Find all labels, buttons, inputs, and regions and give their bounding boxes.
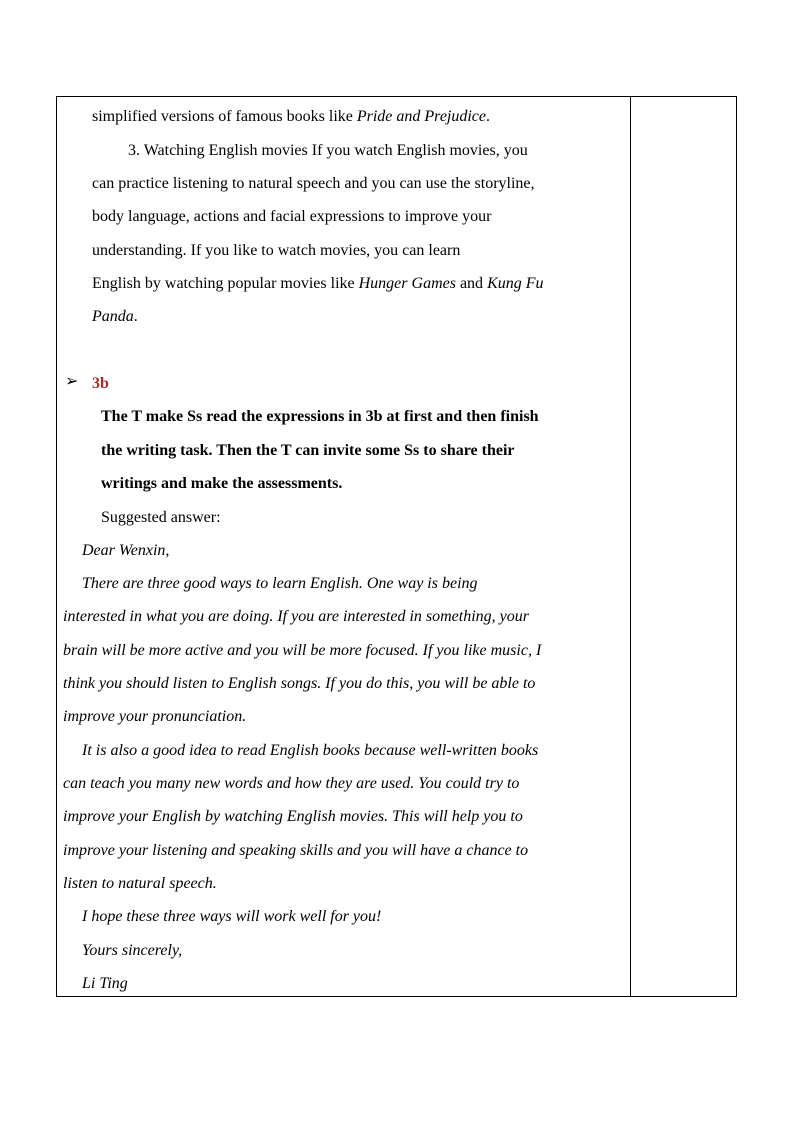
text-segment: and [455, 275, 488, 292]
text-line: body language, actions and facial expressions to improve your [92, 208, 492, 225]
letter-line: Dear Wenxin, [82, 542, 170, 559]
text-segment: simplified versions of famous books like [92, 108, 357, 125]
text-line [92, 274, 544, 294]
movie-title: Hunger Games [358, 275, 456, 292]
suggested-answer-label: Suggested answer: [101, 509, 221, 526]
section-title: 3b [92, 375, 109, 392]
text-line [92, 107, 490, 127]
arrow-bullet-icon: ➢ [65, 373, 79, 390]
letter-line: I hope these three ways will work well for you! [82, 908, 382, 925]
letter-line: There are three good ways to learn English. One way is being [82, 575, 478, 592]
letter-line: brain will be more active and you will be more focused. If you like music, I [63, 642, 542, 659]
text-segment: . [133, 308, 138, 325]
column-divider [630, 97, 631, 996]
instruction-line: the writing task. Then the T can invite some Ss to share their [101, 442, 515, 459]
movie-title: Kung Fu [487, 275, 544, 292]
letter-line: It is also a good idea to read English books because well-written books [82, 742, 539, 759]
text-line: understanding. If you like to watch movies, you can learn [92, 242, 461, 259]
letter-line: think you should listen to English songs. If you do this, you will be able to [63, 675, 536, 692]
letter-line: interested in what you are doing. If you are interested in something, your [63, 608, 529, 625]
letter-line: improve your listening and speaking skills and you will have a chance to [63, 842, 529, 859]
text-line [92, 307, 138, 327]
letter-line: can teach you many new words and how they are used. You could try to [63, 775, 520, 792]
letter-line: listen to natural speech. [63, 875, 217, 892]
letter-signature: Li Ting [82, 975, 128, 992]
text-segment: . [486, 108, 491, 125]
movie-title: Panda [92, 308, 134, 325]
letter-line: improve your pronunciation. [63, 708, 247, 725]
book-title: Pride and Prejudice [356, 108, 487, 125]
text-line: 3. Watching English movies If you watch English movies, you [128, 142, 528, 159]
text-segment: English by watching popular movies like [92, 275, 359, 292]
letter-line: Yours sincerely, [82, 942, 183, 959]
instruction-line: The T make Ss read the expressions in 3b at first and then finish [101, 408, 539, 425]
instruction-line: writings and make the assessments. [101, 475, 343, 492]
letter-line: improve your English by watching English movies. This will help you to [63, 808, 523, 825]
text-line: can practice listening to natural speech and you can use the storyline, [92, 175, 535, 192]
lesson-table [56, 96, 737, 997]
